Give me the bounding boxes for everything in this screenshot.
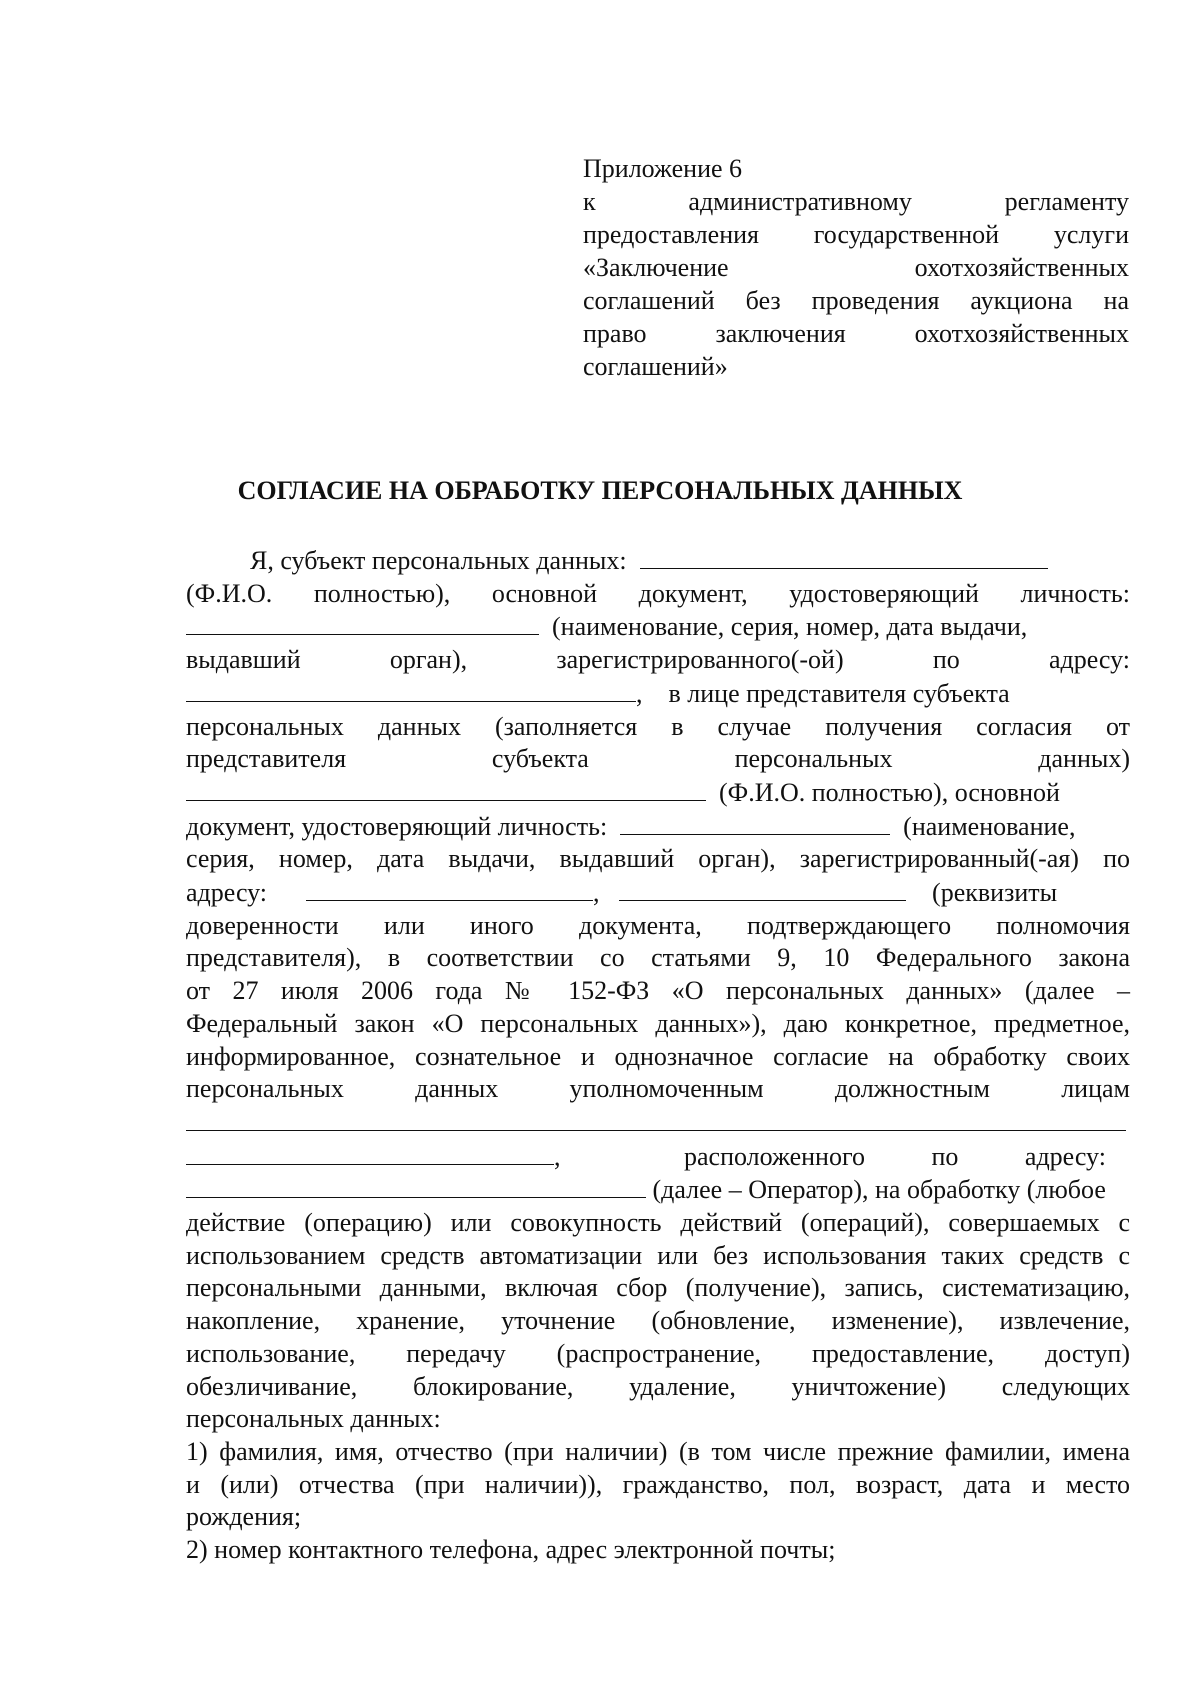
- annex-line: предоставления государственной услуги: [583, 220, 1129, 249]
- annex-line: Приложение 6: [583, 154, 743, 183]
- annex-line: «Заключение охотхозяйственных: [583, 253, 1129, 282]
- body-line: персональными данными, включая сбор (получение), запись, систематизацию,: [186, 1273, 1130, 1303]
- body-text: расположенного по адресу:: [684, 1141, 1106, 1171]
- consent-body: [186, 544, 1130, 1567]
- body-line: и (или) отчества (при наличии)), гражданство, пол, возраст, дата и место: [186, 1469, 1130, 1499]
- body-text: Я, субъект персональных данных:: [250, 546, 627, 575]
- fill-blank-representative[interactable]: [186, 776, 706, 801]
- body-line: [186, 544, 1130, 578]
- body-line: от 27 июля 2006 года № 152-ФЗ «О персональных данных» (далее –: [186, 976, 1130, 1006]
- fill-blank-subject[interactable]: [640, 544, 1048, 569]
- body-line: представителя), в соответствии со статьями 9, 10 Федерального закона: [186, 943, 1130, 973]
- body-line: 2) номер контактного телефона, адрес электронной почты;: [186, 1535, 836, 1565]
- body-line: накопление, хранение, уточнение (обновление, изменение), извлечение,: [186, 1306, 1130, 1336]
- body-line: (Ф.И.О. полностью), основной документ, удостоверяющий личность:: [186, 578, 1130, 608]
- body-text: ,: [636, 678, 643, 708]
- body-line: действие (операцию) или совокупность действий (операций), совершаемых с: [186, 1208, 1130, 1238]
- body-line: 1) фамилия, имя, отчество (при наличии) (в том числе прежние фамилии, имена: [186, 1436, 1130, 1466]
- body-line: рождения;: [186, 1502, 302, 1532]
- fill-blank-rep-address[interactable]: [306, 876, 593, 901]
- body-line: персональных данных:: [186, 1404, 441, 1434]
- body-line: информированное, сознательное и однозначное согласие на обработку своих: [186, 1041, 1130, 1071]
- body-line: Федеральный закон «О персональных данных»), даю конкретное, предметное,: [186, 1008, 1130, 1038]
- annex-line: соглашений без проведения аукциона на: [583, 286, 1129, 315]
- body-line: [186, 610, 1130, 644]
- annex-line: право заключения охотхозяйственных: [583, 319, 1129, 348]
- body-line: использованием средств автоматизации или без использования таких средств с: [186, 1240, 1130, 1270]
- body-line: [186, 1173, 1130, 1207]
- fill-blank-rep-document[interactable]: [620, 810, 890, 835]
- body-text: (наименование, серия, номер, дата выдачи,: [552, 612, 1028, 642]
- body-line: [186, 1140, 1130, 1174]
- body-text: адресу:: [186, 878, 268, 908]
- body-line: [186, 776, 1130, 810]
- body-text: (наименование,: [903, 811, 1076, 841]
- body-text: ,: [593, 878, 600, 908]
- body-line: серия, номер, дата выдачи, выдавший орган), зарегистрированный(-ая) по: [186, 844, 1130, 874]
- body-line: [186, 1106, 1130, 1140]
- fill-blank-document[interactable]: [186, 610, 539, 635]
- body-text: (реквизиты: [932, 878, 1058, 908]
- body-line: персональных данных уполномоченным должностным лицам: [186, 1074, 1130, 1104]
- annex-line: к административному регламенту: [583, 187, 1129, 216]
- body-text: ,: [554, 1141, 561, 1171]
- annex-line: соглашений»: [583, 352, 728, 381]
- body-text: (Ф.И.О. полностью), основной: [719, 777, 1060, 807]
- body-text: (далее – Оператор), на обработку (любое: [652, 1175, 1106, 1205]
- fill-blank-operator-name[interactable]: [186, 1140, 554, 1165]
- body-line: использование, передачу (распространение, предоставление, доступ): [186, 1338, 1130, 1368]
- fill-blank-operator-address[interactable]: [186, 1173, 646, 1198]
- body-text: в лице представителя субъекта: [668, 678, 1010, 708]
- body-line: обезличивание, блокирование, удаление, уничтожение) следующих: [186, 1371, 1130, 1401]
- body-line: персональных данных (заполняется в случае получения согласия от: [186, 711, 1130, 741]
- body-line: представителя субъекта персональных данных): [186, 744, 1130, 774]
- body-line: [186, 677, 1130, 711]
- body-text: документ, удостоверяющий личность:: [186, 811, 608, 841]
- fill-blank-address[interactable]: [186, 677, 636, 702]
- annex-header: [583, 152, 1129, 383]
- body-line: доверенности или иного документа, подтверждающего полномочия: [186, 910, 1130, 940]
- body-line: [186, 876, 1130, 910]
- fill-blank-power-of-attorney[interactable]: [619, 876, 906, 901]
- fill-blank-operator-officials[interactable]: [186, 1106, 1126, 1131]
- document-title: СОГЛАСИЕ НА ОБРАБОТКУ ПЕРСОНАЛЬНЫХ ДАННЫХ: [237, 476, 963, 505]
- body-line: выдавший орган), зарегистрированного(-ой) по адресу:: [186, 645, 1130, 675]
- body-line: [186, 810, 1130, 844]
